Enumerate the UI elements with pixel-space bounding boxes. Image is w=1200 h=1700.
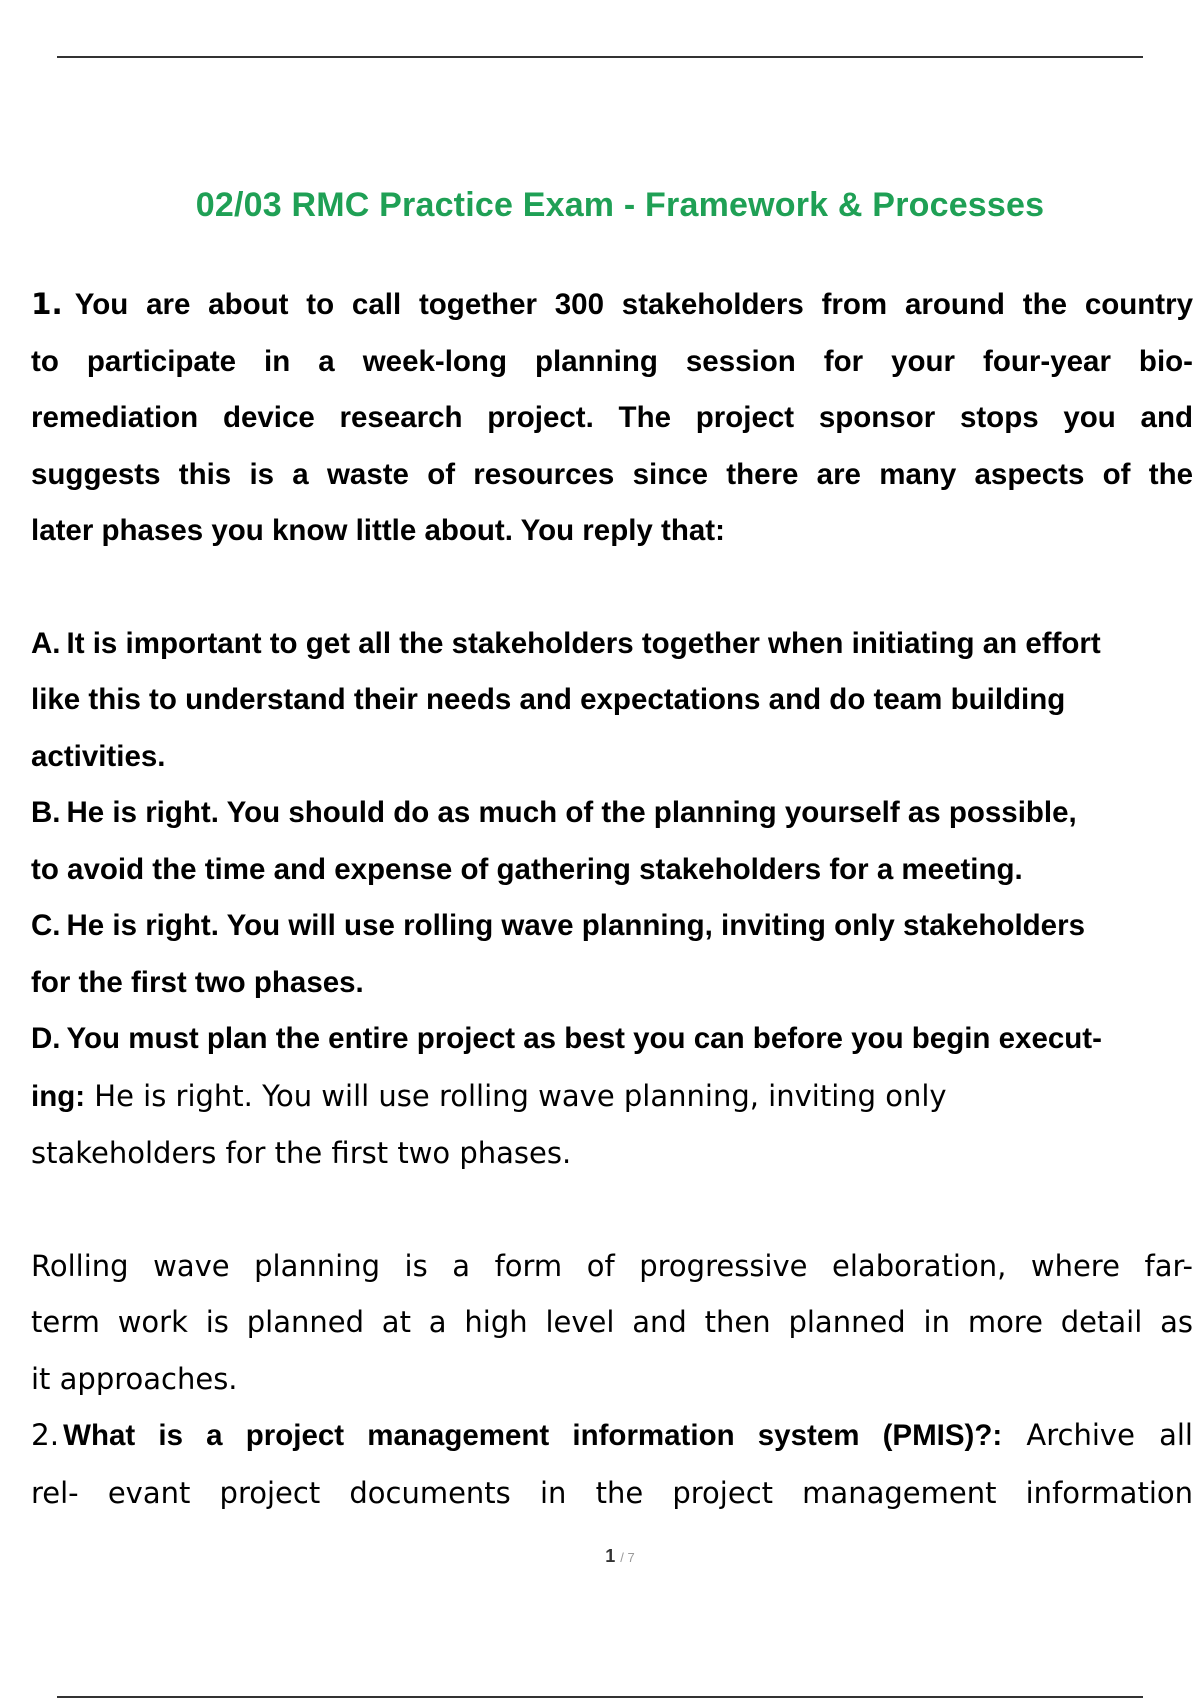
spacer bbox=[31, 560, 1200, 616]
option-text: activities. bbox=[31, 739, 166, 773]
option-text: He is right. You should do as much of the planning yourself as possible, bbox=[66, 796, 1077, 829]
option-letter: C. bbox=[31, 909, 61, 942]
question-1-line: to participate in a week-long planning session for your four-year bio- bbox=[31, 344, 1193, 378]
question-number: 1. bbox=[31, 287, 63, 321]
option-c bbox=[31, 898, 1193, 1011]
question-1-line: later phases you know little about. You reply that: bbox=[31, 514, 725, 547]
document-body bbox=[31, 276, 1200, 1521]
option-text: He is right. You will use rolling wave planning, inviting only stakeholders bbox=[66, 909, 1085, 942]
option-text: like this to understand their needs and expectations and do team building bbox=[31, 683, 1066, 716]
question-2 bbox=[31, 1407, 1193, 1521]
answer-text: Archive all bbox=[1002, 1418, 1193, 1452]
total-pages: / 7 bbox=[620, 1550, 635, 1565]
option-letter: B. bbox=[31, 796, 61, 829]
option-letter: A. bbox=[31, 626, 61, 660]
explanation bbox=[31, 1238, 1193, 1408]
option-letter: D. bbox=[31, 1022, 61, 1055]
explanation-line: it approaches. bbox=[31, 1361, 238, 1396]
answer-text: rel- evant project documents in the project management information bbox=[31, 1475, 1193, 1510]
current-page: 1 bbox=[605, 1546, 616, 1566]
page-title: 02/03 RMC Practice Exam - Framework & Processes bbox=[195, 186, 1045, 224]
explanation-line: term work is planned at a high level and then planned in more detail as bbox=[31, 1305, 1193, 1339]
option-text: for the first two phases. bbox=[31, 965, 364, 999]
page-indicator bbox=[0, 1546, 1200, 1567]
option-text: You must plan the entire project as best you can before you begin execut- bbox=[66, 1022, 1102, 1055]
spacer bbox=[31, 1182, 1200, 1238]
question-number: 2. bbox=[31, 1418, 60, 1452]
page-bottom-rule bbox=[57, 1696, 1143, 1698]
question-text: You are about to call together 300 stakeholders from around the country bbox=[74, 288, 1193, 321]
option-text: It is important to get all the stakeholders together when initiating an effort bbox=[66, 626, 1101, 660]
question-text: What is a project management information system (PMIS)?: bbox=[63, 1419, 1003, 1452]
page-top-rule bbox=[57, 56, 1143, 58]
answer-text: He is right. You will use rolling wave planning, inviting only bbox=[85, 1078, 947, 1113]
question-1 bbox=[31, 276, 1193, 560]
question-1-line: remediation device research project. The project sponsor stops you and bbox=[31, 401, 1193, 434]
option-b bbox=[31, 785, 1193, 898]
question-1-line bbox=[31, 276, 1193, 334]
question-1-line: suggests this is a waste of resources since there are many aspects of the bbox=[31, 457, 1193, 491]
option-d bbox=[31, 1011, 1193, 1182]
option-text: ing: bbox=[31, 1079, 86, 1113]
option-text: to avoid the time and expense of gathering stakeholders for a meeting. bbox=[31, 852, 1023, 886]
answer-text: stakeholders for the first two phases. bbox=[31, 1136, 572, 1170]
option-a bbox=[31, 616, 1193, 786]
explanation-line: Rolling wave planning is a form of progressive elaboration, where far- bbox=[31, 1248, 1193, 1283]
